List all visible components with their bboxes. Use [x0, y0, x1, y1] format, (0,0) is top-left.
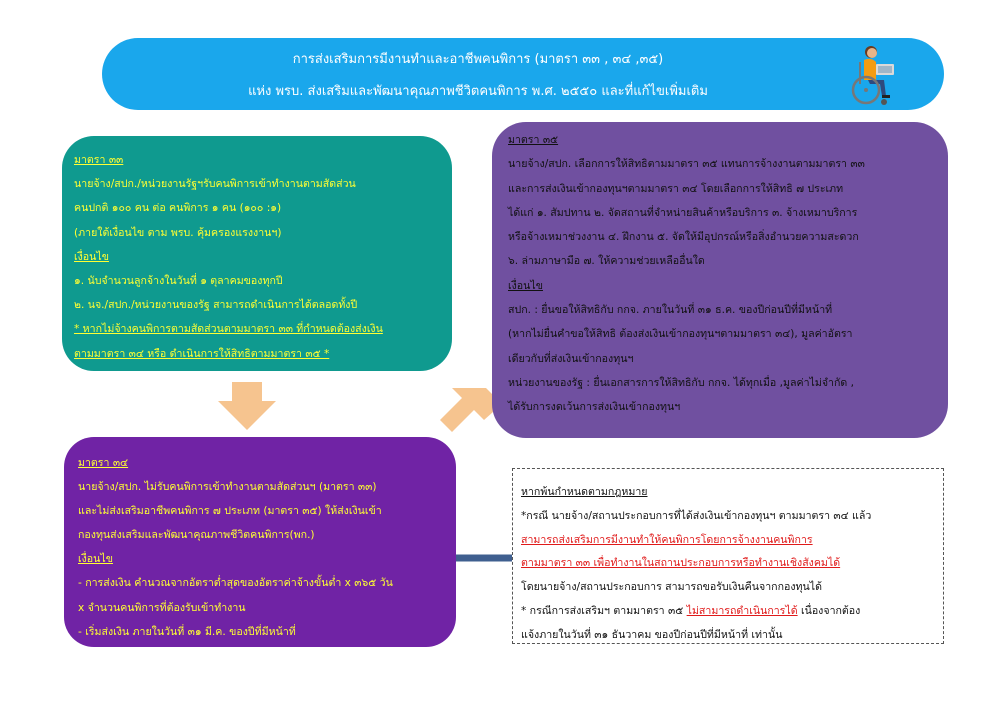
- section-35-body-line: ๖. ล่ามภาษามือ ๗. ให้ความช่วยเหลืออื่นใด: [508, 255, 705, 268]
- wheelchair-person-laptop-icon: [840, 40, 910, 108]
- section-34-body-line: กองทุนส่งเสริมและพัฒนาคุณภาพชีวิตคนพิการ(พก.): [78, 529, 315, 542]
- section-33-note: ตามมาตรา ๓๔ หรือ ดำเนินการให้สิทธิตามมาตรา ๓๕ *: [74, 347, 330, 360]
- section-35-condition: หน่วยงานของรัฐ : ยื่นเอกสารการให้สิทธิกับ กกจ. ได้ทุกเมื่อ ,มูลค่าไม่จำกัด ,: [508, 376, 855, 389]
- penalty-line: แจ้งภายในวันที่ ๓๑ ธันวาคม ของปีก่อนปีที่มีหน้าที่ เท่านั้น: [521, 628, 783, 641]
- penalty-line5-suffix: เนื่องจากต้อง: [797, 604, 861, 617]
- section-34-body-line: และไม่ส่งเสริมอาชีพคนพิการ ๗ ประเภท (มาตรา ๓๕) ให้ส่งเงินเข้า: [78, 505, 382, 518]
- section-34-conditions-title: เงื่อนไข: [78, 553, 113, 566]
- section-33-conditions-title: เงื่อนไข: [74, 250, 109, 263]
- header-title-line2: แห่ง พรบ. ส่งเสริมและพัฒนาคุณภาพชีวิตคนพิการ พ.ศ. ๒๕๕๐ และที่แก้ไขเพิ่มเติม: [248, 84, 708, 99]
- overdue-penalty-box: [512, 468, 944, 644]
- section-33-body-line: นายจ้าง/สปก./หน่วยงานรัฐฯรับคนพิการเข้าทำงานตามสัดส่วน: [74, 178, 356, 191]
- penalty-line: *กรณี นายจ้าง/สถานประกอบการที่ได้ส่งเงินเข้ากองทุนฯ ตามมาตรา ๓๔ แล้ว: [521, 509, 872, 522]
- down-arrow-from-section33: [218, 382, 276, 430]
- section-34-title: มาตรา ๓๔: [78, 457, 129, 469]
- section-34-body-line: นายจ้าง/สปก. ไม่รับคนพิการเข้าทำงานตามสัดส่วนฯ (มาตรา ๓๓): [78, 481, 377, 494]
- section-33-box: [62, 136, 452, 371]
- section-35-conditions-title: เงื่อนไข: [508, 279, 543, 292]
- section-34-box: [64, 437, 456, 647]
- header-banner: [102, 38, 944, 110]
- section-33-note: * หากไม่จ้างคนพิการตามสัดส่วนตามมาตรา ๓๓ ที่กำหนดต้องส่งเงิน: [74, 323, 383, 336]
- penalty-title: หากพ้นกำหนดตามกฎหมาย: [521, 486, 648, 498]
- section-35-condition: สปก. : ยื่นขอให้สิทธิกับ กกจ. ภายในวันที่ ๓๑ ธ.ค. ของปีก่อนปีที่มีหน้าที่: [508, 304, 833, 317]
- section-35-condition: เดียวกับที่ส่งเงินเข้ากองทุนฯ: [508, 352, 634, 365]
- penalty-red-line: ตามมาตรา ๓๓ เพื่อทำงานในสถานประกอบการหรือทำงานเชิงสังคมได้: [521, 557, 841, 570]
- section-34-condition: x จำนวนคนพิการที่ต้องรับเข้าทำงาน: [78, 601, 246, 614]
- section-33-condition: ๑. นับจำนวนลูกจ้างในวันที่ ๑ ตุลาคมของทุกปี: [74, 275, 283, 288]
- section-33-body-line: (ภายใต้เงื่อนไข ตาม พรบ. คุ้มครองแรงงานฯ): [74, 226, 282, 239]
- penalty-line5-red: ไม่สามารถดำเนินการได้: [686, 604, 798, 617]
- section-35-body-line: ได้แก่ ๑. สัมปทาน ๒. จัดสถานที่จำหน่ายสินค้าหรือบริการ ๓. จ้างเหมาบริการ: [508, 206, 858, 219]
- section-35-body-line: หรือจ้างเหมาช่วงงาน ๔. ฝึกงาน ๕. จัดให้มีอุปกรณ์หรือสิ่งอำนวยความสะดวก: [508, 231, 859, 244]
- section-35-title: มาตรา ๓๕: [508, 134, 559, 146]
- section-34-condition: - การส่งเงิน คำนวณจากอัตราต่ำสุดของอัตราค่าจ้างขั้นต่ำ x ๓๖๕ วัน: [78, 577, 393, 590]
- section-35-body-line: นายจ้าง/สปก. เลือกการให้สิทธิตามมาตรา ๓๕ แทนการจ้างงานตามมาตรา ๓๓: [508, 158, 865, 171]
- section-34-condition: - เริ่มส่งเงิน ภายในวันที่ ๓๑ มี.ค. ของปีที่มีหน้าที่: [78, 625, 296, 638]
- section-33-body-line: คนปกติ ๑๐๐ คน ต่อ คนพิการ ๑ คน (๑๐๐ :๑): [74, 202, 282, 215]
- section-35-body-line: และการส่งเงินเข้ากองทุนฯตามมาตรา ๓๔ โดยเลือกการให้สิทธิ ๗ ประเภท: [508, 182, 844, 195]
- section-35-condition: ได้รับการงดเว้นการส่งเงินเข้ากองทุนฯ: [508, 401, 681, 414]
- section-33-condition: ๒. นจ./สปก./หน่วยงานของรัฐ สามารถดำเนินการได้ตลอดทั้งปี: [74, 299, 358, 312]
- section-35-condition: (หากไม่ยื่นคำขอให้สิทธิ ต้องส่งเงินเข้ากองทุนฯตามมาตรา ๓๔), มูลค่าอัตรา: [508, 328, 853, 341]
- penalty-line5-prefix: * กรณีการส่งเสริมฯ ตามมาตรา ๓๕: [521, 604, 687, 617]
- penalty-red-line: สามารถส่งเสริมการมีงานทำให้คนพิการโดยการจ้างงานคนพิการ: [521, 533, 813, 546]
- penalty-line: โดยนายจ้าง/สถานประกอบการ สามารถขอรับเงินคืนจากกองทุนได้: [521, 581, 822, 594]
- penalty-line-mixed: [521, 600, 935, 624]
- section-33-title: มาตรา ๓๓: [74, 154, 124, 166]
- section-35-box: [492, 122, 948, 438]
- header-title-line1: การส่งเสริมการมีงานทำและอาชีพคนพิการ (มาตรา ๓๓ , ๓๔ ,๓๕): [292, 52, 664, 67]
